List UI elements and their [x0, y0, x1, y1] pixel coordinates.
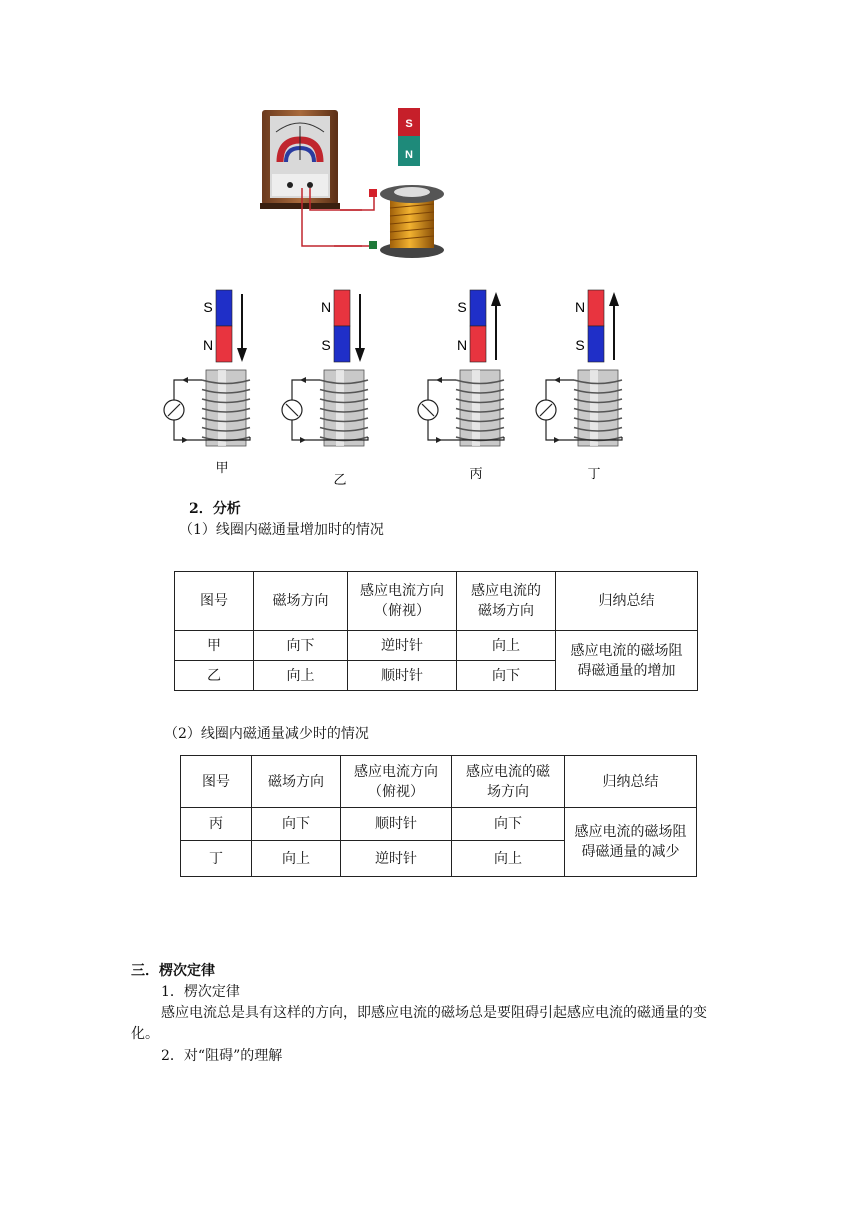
cell-current-direction: 顺时针	[348, 661, 457, 691]
cell-field-direction: 向上	[252, 841, 341, 877]
wire-arrow-icon	[554, 377, 560, 383]
header-field-direction: 磁场方向	[252, 756, 341, 808]
table-flux-decrease	[180, 755, 697, 877]
subheading-flux-increase: （1）线圈内磁通量增加时的情况	[179, 522, 384, 538]
cell-induced-field: 向上	[452, 841, 565, 877]
coil-highlight	[590, 370, 598, 446]
table-row	[181, 808, 697, 841]
pole-label-top: S	[457, 299, 467, 315]
magnet-bottom-half	[334, 326, 350, 362]
header-figure: 图号	[181, 756, 252, 808]
apparatus-illustration	[250, 100, 460, 265]
four-case-diagrams	[150, 282, 640, 490]
pole-label-bottom: N	[202, 337, 214, 353]
magnet-top-half	[216, 290, 232, 326]
header-field-direction: 磁场方向	[254, 572, 348, 631]
pole-label-top: N	[320, 299, 332, 315]
header-current-direction: 感应电流方向 （俯视）	[341, 756, 452, 808]
header-figure: 图号	[175, 572, 254, 631]
case-diagram	[536, 290, 622, 482]
galvanometer-icon	[260, 110, 340, 209]
table-header-row	[175, 572, 698, 631]
cell-field-direction: 向下	[254, 631, 348, 661]
cell-current-direction: 逆时针	[341, 841, 452, 877]
case-caption: 乙	[333, 473, 347, 488]
cell-induced-field: 向下	[457, 661, 556, 691]
header-induced-field: 感应电流的 磁场方向	[457, 572, 556, 631]
cell-figure: 乙	[175, 661, 254, 691]
lenz-law-statement: 感应电流总是具有这样的方向，即感应电流的磁场总是要阻碍引起感应电流的磁通量的变化。	[131, 1005, 707, 1042]
cell-summary: 感应电流的磁场阻 碍磁通量的增加	[556, 631, 698, 691]
case-diagram	[164, 290, 250, 476]
case-diagram	[282, 290, 368, 488]
cell-current-direction: 逆时针	[348, 631, 457, 661]
pole-label-bottom: N	[456, 337, 468, 353]
lenz-law-item: 1．楞次定律	[161, 984, 240, 1000]
magnet-top-half	[588, 290, 604, 326]
magnet-bottom-half	[216, 326, 232, 362]
header-induced-field: 感应电流的磁 场方向	[452, 756, 565, 808]
case-caption: 甲	[215, 461, 229, 476]
header-summary: 归纳总结	[556, 572, 698, 631]
section-2-heading: 2．分析	[189, 501, 241, 517]
bar-magnet-icon	[398, 108, 420, 166]
wire-arrow-icon	[300, 377, 306, 383]
table-row	[175, 631, 698, 661]
wire-arrow-icon	[182, 437, 188, 443]
magnet-top-label: S	[405, 118, 413, 130]
magnet-top-half	[470, 290, 486, 326]
cell-induced-field: 向下	[452, 808, 565, 841]
down-arrow-icon	[237, 348, 247, 362]
pole-label-top: S	[203, 299, 213, 315]
cell-current-direction: 顺时针	[341, 808, 452, 841]
up-arrow-icon	[609, 292, 619, 306]
magnet-bottom-half	[588, 326, 604, 362]
up-arrow-icon	[491, 292, 501, 306]
wire-arrow-icon	[436, 437, 442, 443]
case-diagram	[418, 290, 504, 482]
wire-arrow-icon	[436, 377, 442, 383]
wire-arrow-icon	[554, 437, 560, 443]
table-header-row	[181, 756, 697, 808]
cell-figure: 丙	[181, 808, 252, 841]
pole-label-top: N	[574, 299, 586, 315]
down-arrow-icon	[355, 348, 365, 362]
coil-highlight	[336, 370, 344, 446]
coil-icon	[380, 185, 444, 258]
header-current-direction: 感应电流方向 （俯视）	[348, 572, 457, 631]
table-flux-increase	[174, 571, 698, 691]
header-summary: 归纳总结	[565, 756, 697, 808]
pole-label-bottom: S	[575, 337, 585, 353]
cell-figure: 丁	[181, 841, 252, 877]
section-3-heading: 三．楞次定律	[131, 963, 215, 979]
cell-field-direction: 向下	[252, 808, 341, 841]
wire-arrow-icon	[182, 377, 188, 383]
coil-highlight	[218, 370, 226, 446]
pole-label-bottom: S	[321, 337, 331, 353]
cell-figure: 甲	[175, 631, 254, 661]
wire-arrow-icon	[300, 437, 306, 443]
coil-highlight	[472, 370, 480, 446]
obstruction-item: 2．对“阻碍”的理解	[161, 1048, 283, 1064]
case-caption: 丁	[587, 467, 601, 482]
magnet-bottom-half	[470, 326, 486, 362]
magnet-top-half	[334, 290, 350, 326]
cell-field-direction: 向上	[254, 661, 348, 691]
magnet-bottom-label: N	[405, 149, 413, 161]
cell-induced-field: 向上	[457, 631, 556, 661]
case-caption: 丙	[469, 467, 483, 482]
subheading-flux-decrease: （2）线圈内磁通量减少时的情况	[164, 726, 369, 742]
cell-summary: 感应电流的磁场阻 碍磁通量的减少	[565, 808, 697, 877]
